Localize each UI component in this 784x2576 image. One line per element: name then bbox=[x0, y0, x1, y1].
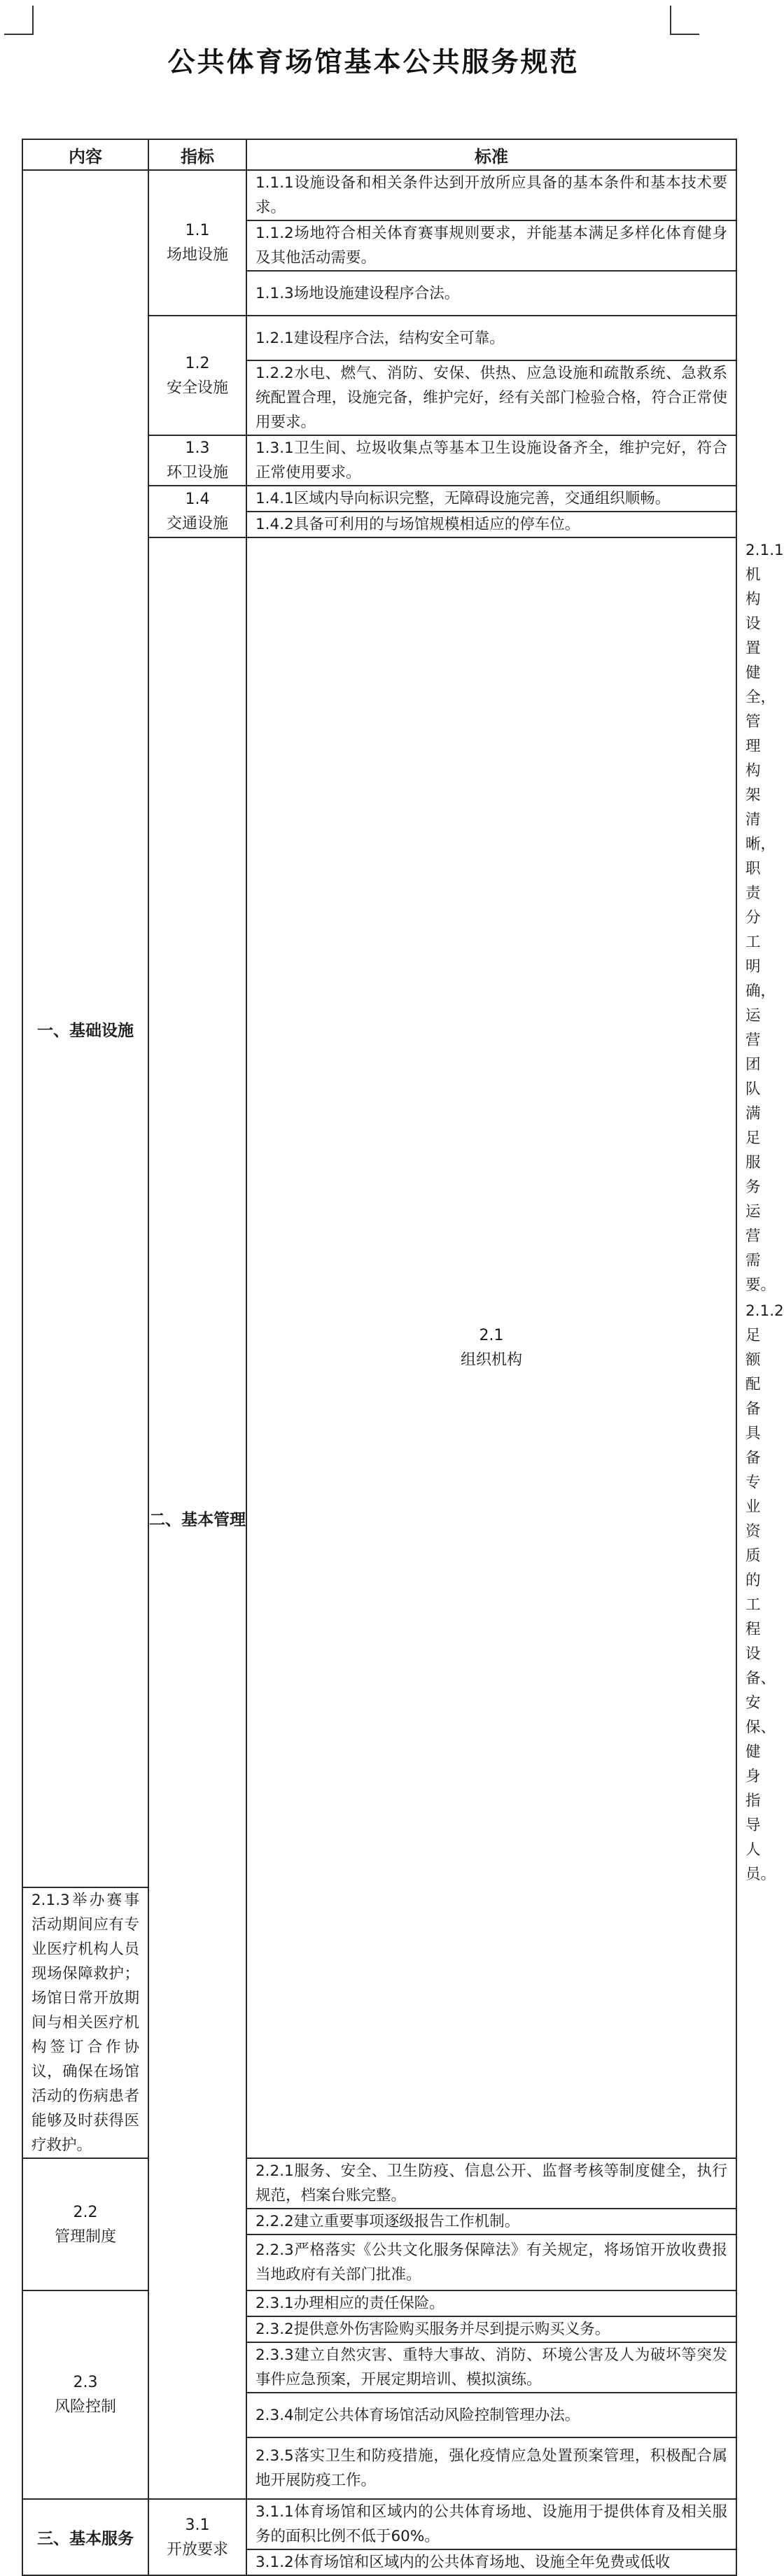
indicator-name: 风险控制 bbox=[54, 2398, 116, 2416]
standard-cell: 1.1.2场地符合相关体育赛事规则要求，并能基本满足多样化体育健身及其他活动需要。 bbox=[246, 220, 736, 271]
standard-cell: 2.3.2提供意外伤害险购买服务并尽到提示购买义务。 bbox=[246, 2316, 736, 2342]
indicator-name: 交通设施 bbox=[166, 515, 228, 533]
standards-table bbox=[22, 139, 784, 2576]
indicator-cell bbox=[148, 435, 246, 486]
indicator-cell bbox=[246, 537, 736, 2158]
indicator-code: 1.1 bbox=[185, 222, 210, 239]
standard-cell: 2.2.3严格落实《公共文化服务保障法》有关规定，将场馆开放收费报当地政府有关部门批准。 bbox=[246, 2234, 736, 2290]
header-content: 内容 bbox=[22, 139, 148, 170]
table-row bbox=[22, 2290, 736, 2316]
standard-cell: 2.3.4制定公共体育场馆活动风险控制管理办法。 bbox=[246, 2393, 736, 2437]
standard-cell: 1.3.1卫生间、垃圾收集点等基本卫生设施设备齐全，维护完好，符合正常使用要求。 bbox=[246, 435, 736, 486]
table-row: 二、基本管理 2.1 组织机构 2.1.1机构设置健全，管理构架清晰，职责分工明确，运营团队满足服务运营需要。 bbox=[22, 537, 736, 1298]
standard-cell: 3.1.2体育场馆和区域内的公共体育场地、设施全年免费或低收 bbox=[246, 2549, 736, 2575]
indicator-cell bbox=[148, 486, 246, 537]
indicator-code: 1.2 bbox=[185, 354, 210, 372]
indicator-name: 开放要求 bbox=[166, 2540, 228, 2559]
indicator-code: 3.1 bbox=[185, 2516, 210, 2534]
indicator-cell bbox=[148, 170, 246, 316]
standard-cell: 2.2.1服务、安全、卫生防疫、信息公开、监督考核等制度健全，执行规范，档案台账完整。 bbox=[246, 2158, 736, 2209]
table-row bbox=[22, 2158, 736, 2209]
table-row: 2.1.2足额配备具备专业资质的工程设备、安保、健身指导人员。 bbox=[746, 1302, 784, 1883]
indicator-cell bbox=[22, 2290, 148, 2499]
indicator-code: 1.3 bbox=[185, 439, 210, 457]
crop-mark-top-left-vertical bbox=[32, 6, 34, 35]
standard-cell: 3.1.1体育场馆和区域内的公共体育场地、设施用于提供体育及相关服务的面积比例不低于60%。 bbox=[246, 2499, 736, 2549]
crop-mark-top-right-horizontal bbox=[670, 34, 699, 35]
indicator-code: 2.3 bbox=[73, 2374, 98, 2391]
indicator-code: 1.4 bbox=[185, 491, 210, 508]
crop-mark-top-right-vertical bbox=[670, 6, 671, 35]
indicator-cell bbox=[22, 2158, 148, 2290]
table-header-row bbox=[22, 139, 736, 170]
section-cell: 三、基本服务 bbox=[22, 2499, 148, 2575]
indicator-name: 场地设施 bbox=[166, 246, 228, 264]
table-row bbox=[22, 170, 736, 220]
standard-cell: 1.2.2水电、燃气、消防、安保、供热、应急设施和疏散系统、急救系统配置合理，设施完备，维护完好，经有关部门检验合格，符合正常使用要求。 bbox=[246, 360, 736, 435]
indicator-cell bbox=[148, 2499, 246, 2575]
section-cell: 二、基本管理 bbox=[148, 537, 246, 2499]
standard-cell: 2.3.5落实卫生和防疫措施，强化疫情应急处置预案管理，积极配合属地开展防疫工作。 bbox=[246, 2437, 736, 2499]
indicator-name: 安全设施 bbox=[166, 379, 228, 397]
standard-cell: 1.2.1建设程序合法，结构安全可靠。 bbox=[246, 316, 736, 360]
table-row bbox=[22, 2499, 736, 2549]
header-indicator: 指标 bbox=[148, 139, 246, 170]
indicator-cell bbox=[148, 316, 246, 435]
indicator-code: 2.2 bbox=[73, 2203, 98, 2221]
standard-cell: 1.1.1设施设备和相关条件达到开放所应具备的基本条件和基本技术要求。 bbox=[246, 170, 736, 220]
document-title: 公共体育场馆基本公共服务规范 bbox=[167, 47, 580, 78]
standard-cell: 2.3.1办理相应的责任保险。 bbox=[246, 2290, 736, 2316]
standard-cell: 2.3.3建立自然灾害、重特大事故、消防、环境公害及人为破坏等突发事件应急预案，开展定期培训、模拟演练。 bbox=[246, 2342, 736, 2393]
indicator-code: 2.1 bbox=[479, 1327, 504, 1344]
standard-cell: 1.4.2具备可利用的与场馆规模相适应的停车位。 bbox=[246, 512, 736, 537]
indicator-name: 管理制度 bbox=[54, 2227, 116, 2246]
indicator-name: 环卫设施 bbox=[166, 464, 228, 481]
crop-mark-top-left-horizontal bbox=[4, 34, 34, 35]
indicator-name: 组织机构 bbox=[460, 1351, 522, 1369]
standard-cell: 2.1.3举办赛事活动期间应有专业医疗机构人员现场保障救护；场馆日常开放期间与相关医疗机构签订合作协议，确保在场馆活动的伤病患者能够及时获得医疗救护。 bbox=[22, 1887, 148, 2158]
section-cell: 一、基础设施 bbox=[22, 170, 148, 1887]
standard-cell: 2.2.2建立重要事项逐级报告工作机制。 bbox=[246, 2209, 736, 2234]
standard-cell: 1.1.3场地设施建设程序合法。 bbox=[246, 271, 736, 316]
header-standard: 标准 bbox=[246, 139, 736, 170]
standard-cell: 1.4.1区域内导向标识完整，无障碍设施完善，交通组织顺畅。 bbox=[246, 486, 736, 512]
